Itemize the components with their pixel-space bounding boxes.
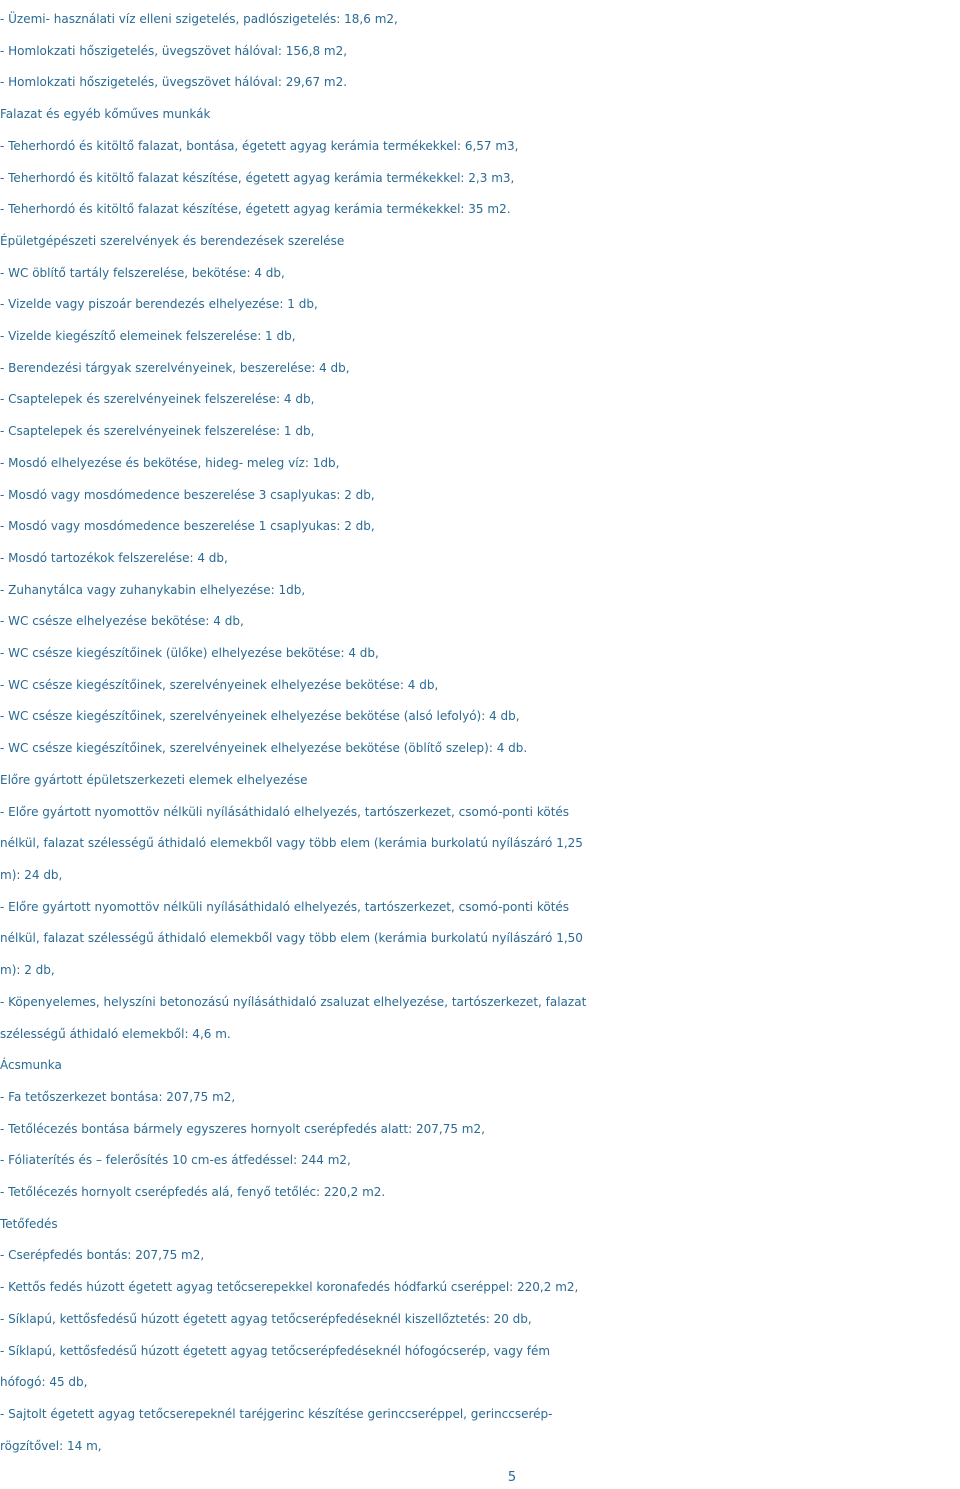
list-item-line: - WC öblítő tartály felszerelése, bekötése: 4 db, (0, 265, 285, 280)
list-item-line: - Fóliaterítés és – felerősítés 10 cm-es átfedéssel: 244 m2, (0, 1153, 351, 1168)
page-number: 5 (507, 1470, 517, 1485)
list-item-line: - Tetőlécezés hornyolt cserépfedés alá, fenyő tetőléc: 220,2 m2. (0, 1185, 386, 1200)
list-item-line: - Vizelde kiegészítő elemeinek felszerelése: 1 db, (0, 329, 296, 344)
list-item-line: - Kettős fedés húzott égetett agyag tetőcserepekkel koronafedés hódfarkú cseréppel: 220,2 m2, (0, 1280, 579, 1295)
list-item-line: hófogó: 45 db, (0, 1375, 88, 1390)
list-item-line: - Csaptelepek és szerelvényeinek felszerelése: 1 db, (0, 424, 315, 439)
list-item-line: - Cserépfedés bontás: 207,75 m2, (0, 1248, 205, 1263)
list-item-line: - WC csésze kiegészítőinek, szerelvényeinek elhelyezése bekötése (öblítő szelep): 4 db. (0, 741, 528, 756)
list-item-line: - Előre gyártott nyomottöv nélküli nyílásáthidaló elhelyezés, tartószerkezet, csomó-ponti kötés (0, 899, 570, 914)
section-heading: Tetőfedés (0, 1216, 58, 1231)
list-item-line: - Üzemi- használati víz elleni szigetelés, padlószigetelés: 18,6 m2, (0, 12, 398, 26)
list-item-line: - Teherhordó és kitöltő falazat készítése, égetett agyag kerámia termékekkel: 2,3 m3, (0, 170, 515, 185)
section-heading: Épületgépészeti szerelvények és berendezések szerelése (0, 233, 345, 248)
section-heading: Előre gyártott épületszerkezeti elemek elhelyezése (0, 772, 308, 787)
list-item-line: rögzítővel: 14 m, (0, 1438, 102, 1453)
list-item-line: nélkül, falazat szélességű áthidaló elemekből vagy több elem (kerámia burkolatú nyílászáró 1,25 (0, 836, 583, 851)
list-item-line: - Teherhordó és kitöltő falazat, bontása, égetett agyag kerámia termékekkel: 6,57 m3, (0, 138, 519, 153)
list-item-line: - Köpenyelemes, helyszíni betonozású nyílásáthidaló zsaluzat elhelyezése, tartószerkezet, falazat (0, 994, 587, 1009)
section-heading: Ácsmunka (0, 1058, 62, 1073)
list-item-line: - Homlokzati hőszigetelés, üvegszövet hálóval: 156,8 m2, (0, 43, 348, 58)
document-body (0, 4, 960, 1462)
list-item-line: - Vizelde vagy piszoár berendezés elhelyezése: 1 db, (0, 297, 318, 312)
list-item-line: szélességű áthidaló elemekből: 4,6 m. (0, 1026, 231, 1041)
list-item-line: - Homlokzati hőszigetelés, üvegszövet hálóval: 29,67 m2. (0, 75, 348, 90)
list-item-line: - Mosdó elhelyezése és bekötése, hideg- meleg víz: 1db, (0, 455, 340, 470)
list-item-line: - WC csésze kiegészítőinek, szerelvényeinek elhelyezése bekötése: 4 db, (0, 677, 439, 692)
list-item-line: - WC csésze kiegészítőinek, szerelvényeinek elhelyezése bekötése (alsó lefolyó): 4 db, (0, 709, 520, 724)
list-item-line: - Mosdó vagy mosdómedence beszerelése 1 csaplyukas: 2 db, (0, 519, 375, 534)
list-item-line: - Fa tetőszerkezet bontása: 207,75 m2, (0, 1089, 236, 1104)
list-item-line: - Sajtolt égetett agyag tetőcserepeknél taréjgerinc készítése gerinccseréppel, gerinccserép- (0, 1406, 553, 1421)
list-item-line: - Mosdó tartozékok felszerelése: 4 db, (0, 550, 228, 565)
list-item-line: - WC csésze elhelyezése bekötése: 4 db, (0, 614, 244, 629)
list-item-line: m): 24 db, (0, 867, 63, 882)
list-item-line: nélkül, falazat szélességű áthidaló elemekből vagy több elem (kerámia burkolatú nyílászáró 1,50 (0, 931, 583, 946)
list-item-line: - Zuhanytálca vagy zuhanykabin elhelyezése: 1db, (0, 582, 306, 597)
list-item-line: - Síklapú, kettősfedésű húzott égetett agyag tetőcserépfedéseknél kiszellőztetés: 20 db, (0, 1311, 532, 1326)
list-item-line: m): 2 db, (0, 963, 55, 978)
list-item-line: - Berendezési tárgyak szerelvényeinek, beszerelése: 4 db, (0, 360, 350, 375)
list-item-line: - Tetőlécezés bontása bármely egyszeres hornyolt cserépfedés alatt: 207,75 m2, (0, 1121, 485, 1136)
list-item-line: - WC csésze kiegészítőinek (ülőke) elhelyezése bekötése: 4 db, (0, 646, 379, 661)
section-heading: Falazat és egyéb kőműves munkák (0, 107, 211, 122)
list-item-line: - Síklapú, kettősfedésű húzott égetett agyag tetőcserépfedéseknél hófogócserép, vagy fém (0, 1343, 551, 1358)
list-item-line: - Csaptelepek és szerelvényeinek felszerelése: 4 db, (0, 392, 315, 407)
list-item-line: - Teherhordó és kitöltő falazat készítése, égetett agyag kerámia termékekkel: 35 m2. (0, 202, 511, 217)
list-item-line: - Előre gyártott nyomottöv nélküli nyílásáthidaló elhelyezés, tartószerkezet, csomó-ponti kötés (0, 804, 570, 819)
list-item-line: - Mosdó vagy mosdómedence beszerelése 3 csaplyukas: 2 db, (0, 487, 375, 502)
